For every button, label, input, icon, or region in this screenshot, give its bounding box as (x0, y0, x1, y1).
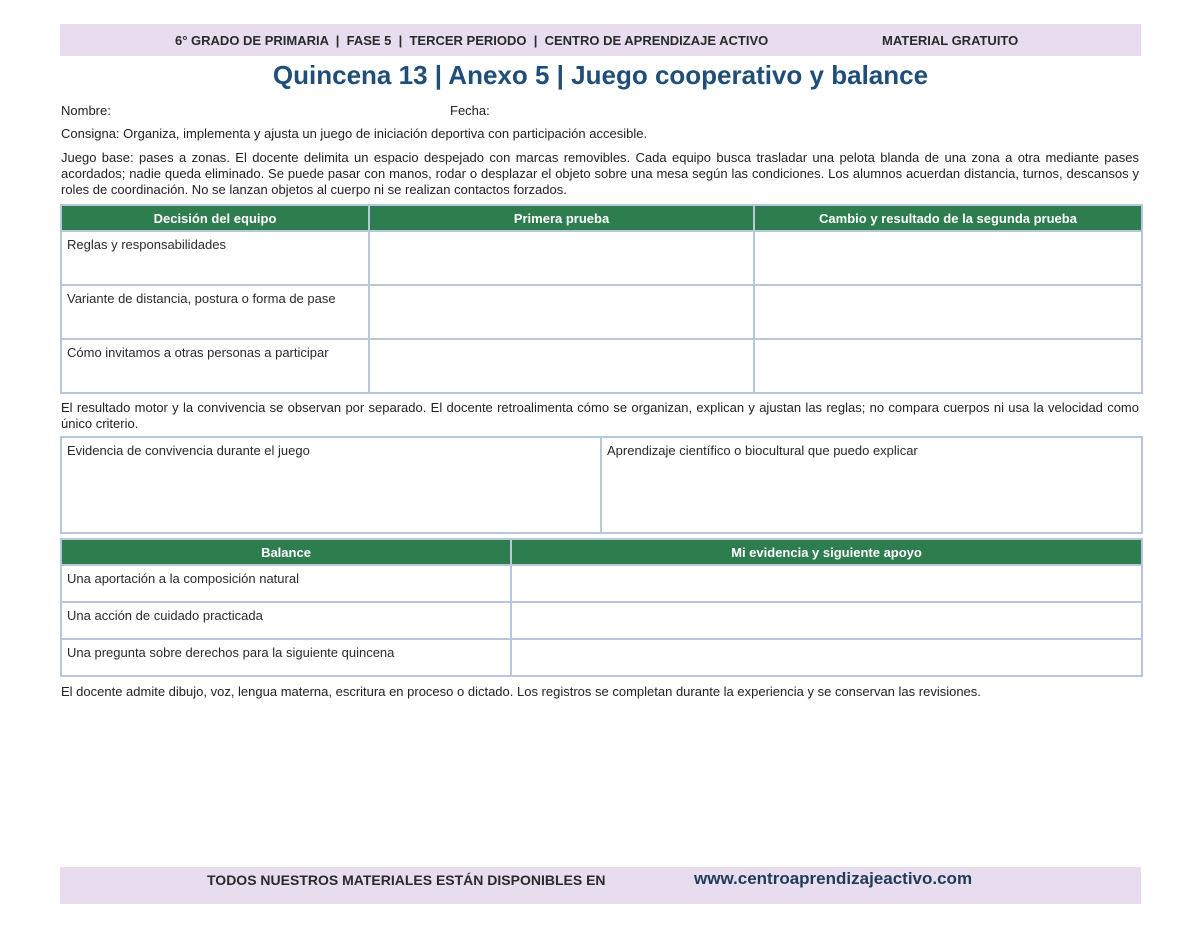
answer-cell[interactable] (754, 285, 1142, 339)
resultado-text: El resultado motor y la convivencia se observan por separado. El docente retroalimenta cómo se organizan, explican y ajustan las reglas; no compara cuerpos ni usa la velocidad como único criterio. (61, 400, 1139, 431)
page-title: Quincena 13 | Anexo 5 | Juego cooperativo y balance (272, 60, 929, 90)
balance-table-header (61, 539, 1142, 565)
footer-text: TODOS NUESTROS MATERIALES ESTÁN DISPONIBLES EN (207, 872, 606, 888)
juego-base-text: Juego base: pases a zonas. El docente delimita un espacio despejado con marcas removibles. Cada equipo busca trasladar una pelota blanda de una zona a otra mediante pases acordados; nadie queda eliminado. Se puede pasar con manos, rodar o desplazar el objeto sobre una mesa según las condiciones. Los alumnos acuerdan distancia, turnos, descansos y roles de coordinación. No se lanzan objetos al cuerpo ni se realizan contactos forzados. (61, 150, 1139, 197)
header-free-material: MATERIAL GRATUITO (882, 32, 1019, 48)
row-label: Una aportación a la composición natural (61, 565, 511, 602)
evidence-aprendizaje-cell[interactable]: Aprendizaje científico o biocultural que puedo explicar (601, 437, 1142, 533)
col-header-evidence: Mi evidencia y siguiente apoyo (511, 539, 1142, 565)
table-row (61, 602, 1142, 639)
evidence-table (60, 436, 1143, 534)
col-header-balance: Balance (61, 539, 511, 565)
answer-cell[interactable] (511, 565, 1142, 602)
evidence-convivencia-cell[interactable]: Evidencia de convivencia durante el juego (61, 437, 601, 533)
answer-cell[interactable] (511, 639, 1142, 676)
row-label: Una pregunta sobre derechos para la siguiente quincena (61, 639, 511, 676)
footer-band (60, 867, 1141, 904)
answer-cell[interactable] (369, 339, 754, 393)
decision-table (60, 204, 1143, 394)
table-row (61, 285, 1142, 339)
answer-cell[interactable] (369, 231, 754, 285)
name-label: Nombre: (61, 103, 111, 118)
row-label: Cómo invitamos a otras personas a participar (61, 339, 369, 393)
decision-table-header (61, 205, 1142, 231)
col-header-decision: Decisión del equipo (61, 205, 369, 231)
col-header-first-test: Primera prueba (369, 205, 754, 231)
answer-cell[interactable] (511, 602, 1142, 639)
row-label: Una acción de cuidado practicada (61, 602, 511, 639)
answer-cell[interactable] (754, 339, 1142, 393)
table-row (61, 437, 1142, 533)
col-header-second-test: Cambio y resultado de la segunda prueba (754, 205, 1142, 231)
answer-cell[interactable] (754, 231, 1142, 285)
consigna-text: Consigna: Organiza, implementa y ajusta un juego de iniciación deportiva con participación accesible. (61, 126, 648, 141)
answer-cell[interactable] (369, 285, 754, 339)
footer-url-link[interactable]: www.centroaprendizajeactivo.com (694, 869, 973, 888)
table-row (61, 565, 1142, 602)
header-band (60, 24, 1141, 56)
row-label: Variante de distancia, postura o forma de pase (61, 285, 369, 339)
row-label: Reglas y responsabilidades (61, 231, 369, 285)
closing-text: El docente admite dibujo, voz, lengua materna, escritura en proceso o dictado. Los registros se completan durante la experiencia y se conservan las revisiones. (61, 684, 981, 699)
balance-table (60, 538, 1143, 677)
table-row (61, 231, 1142, 285)
header-grade-info: 6° GRADO DE PRIMARIA | FASE 5 | TERCER PERIODO | CENTRO DE APRENDIZAJE ACTIVO (175, 32, 769, 48)
table-row (61, 639, 1142, 676)
date-label: Fecha: (450, 103, 490, 118)
table-row (61, 339, 1142, 393)
